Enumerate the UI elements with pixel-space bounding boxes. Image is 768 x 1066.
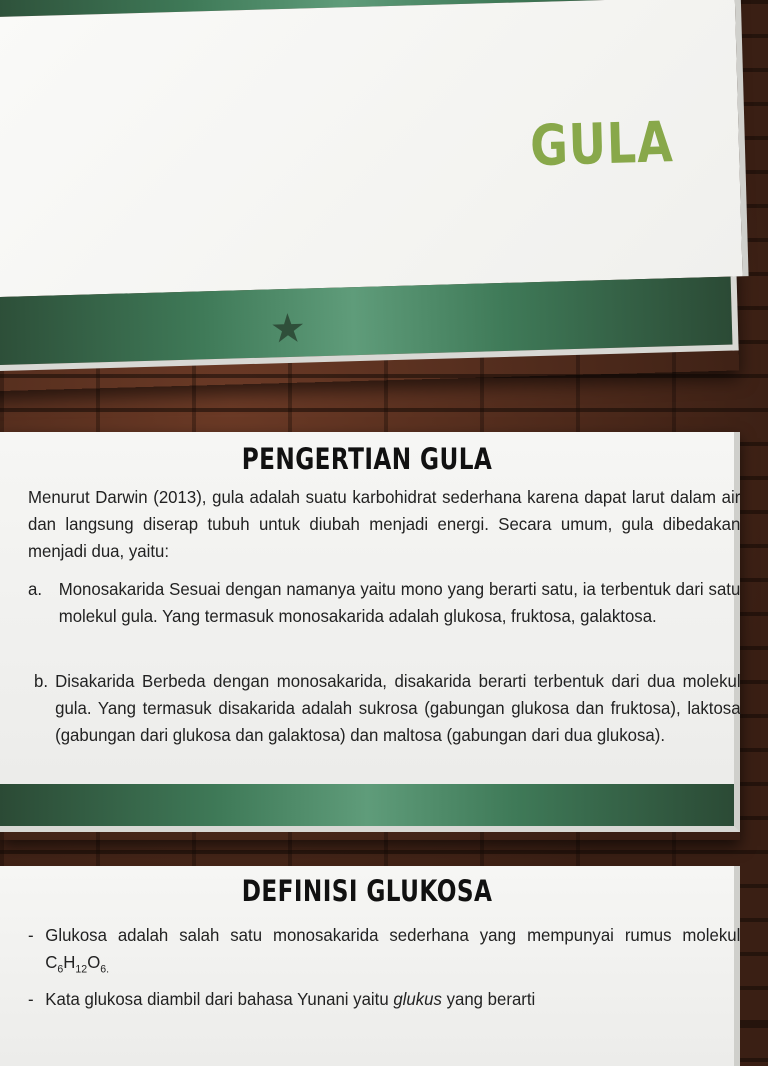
- title-slide: [0, 0, 739, 392]
- definition-item-1: [28, 922, 740, 984]
- definisi-slide: [0, 866, 740, 1066]
- list-item-text: Monosakarida Sesuai dengan namanya yaitu mono yang berarti satu, ia terbentuk dari satu molekul gula. Yang termasuk monosakarida adalah glukosa, fruktosa, galaktosa.: [58, 579, 741, 626]
- list-marker: b.: [34, 671, 49, 691]
- list-marker: a.: [28, 579, 43, 599]
- section-heading: DEFINISI GLUKOSA: [241, 874, 493, 908]
- slide-title: GULA: [528, 110, 674, 180]
- bottom-green-band: [0, 784, 740, 832]
- italic-word: glukus: [393, 989, 442, 1009]
- pengertian-paper: [0, 432, 740, 784]
- list-item-a: [28, 576, 740, 630]
- dash-marker: -: [28, 989, 34, 1009]
- definition-text: Glukosa adalah salah satu monosakarida sederhana yang mempunyai rumus molekul $C_6H_{12}O_{6.}$: [45, 925, 741, 976]
- list-item-b: [34, 668, 741, 749]
- definition-item-2: [28, 986, 740, 1013]
- list-item-text: Disakarida Berbeda dengan monosakarida, disakarida berarti terbentuk dari dua molekul gula. Yang termasuk disakarida adalah sukrosa (gabungan glukosa dan fruktosa), laktosa (gabungan dari glukosa dan galaktosa) dan maltosa (gabungan dari dua glukosa).: [55, 671, 741, 745]
- intro-paragraph: [28, 484, 740, 565]
- pengertian-slide: [0, 432, 740, 840]
- section-heading: PENGERTIAN GULA: [241, 442, 493, 476]
- star-icon: ★: [269, 306, 307, 352]
- definition-text: Kata glukosa diambil dari bahasa Yunani yaitu glukus yang berarti: [45, 989, 536, 1009]
- intro-text: Menurut Darwin (2013), gula adalah suatu karbohidrat sederhana karena dapat larut dalam air dan langsung diserap tubuh untuk diubah menjadi energi. Secara umum, gula dibedakan menjadi dua, yaitu:: [28, 487, 741, 561]
- dash-marker: -: [28, 925, 34, 945]
